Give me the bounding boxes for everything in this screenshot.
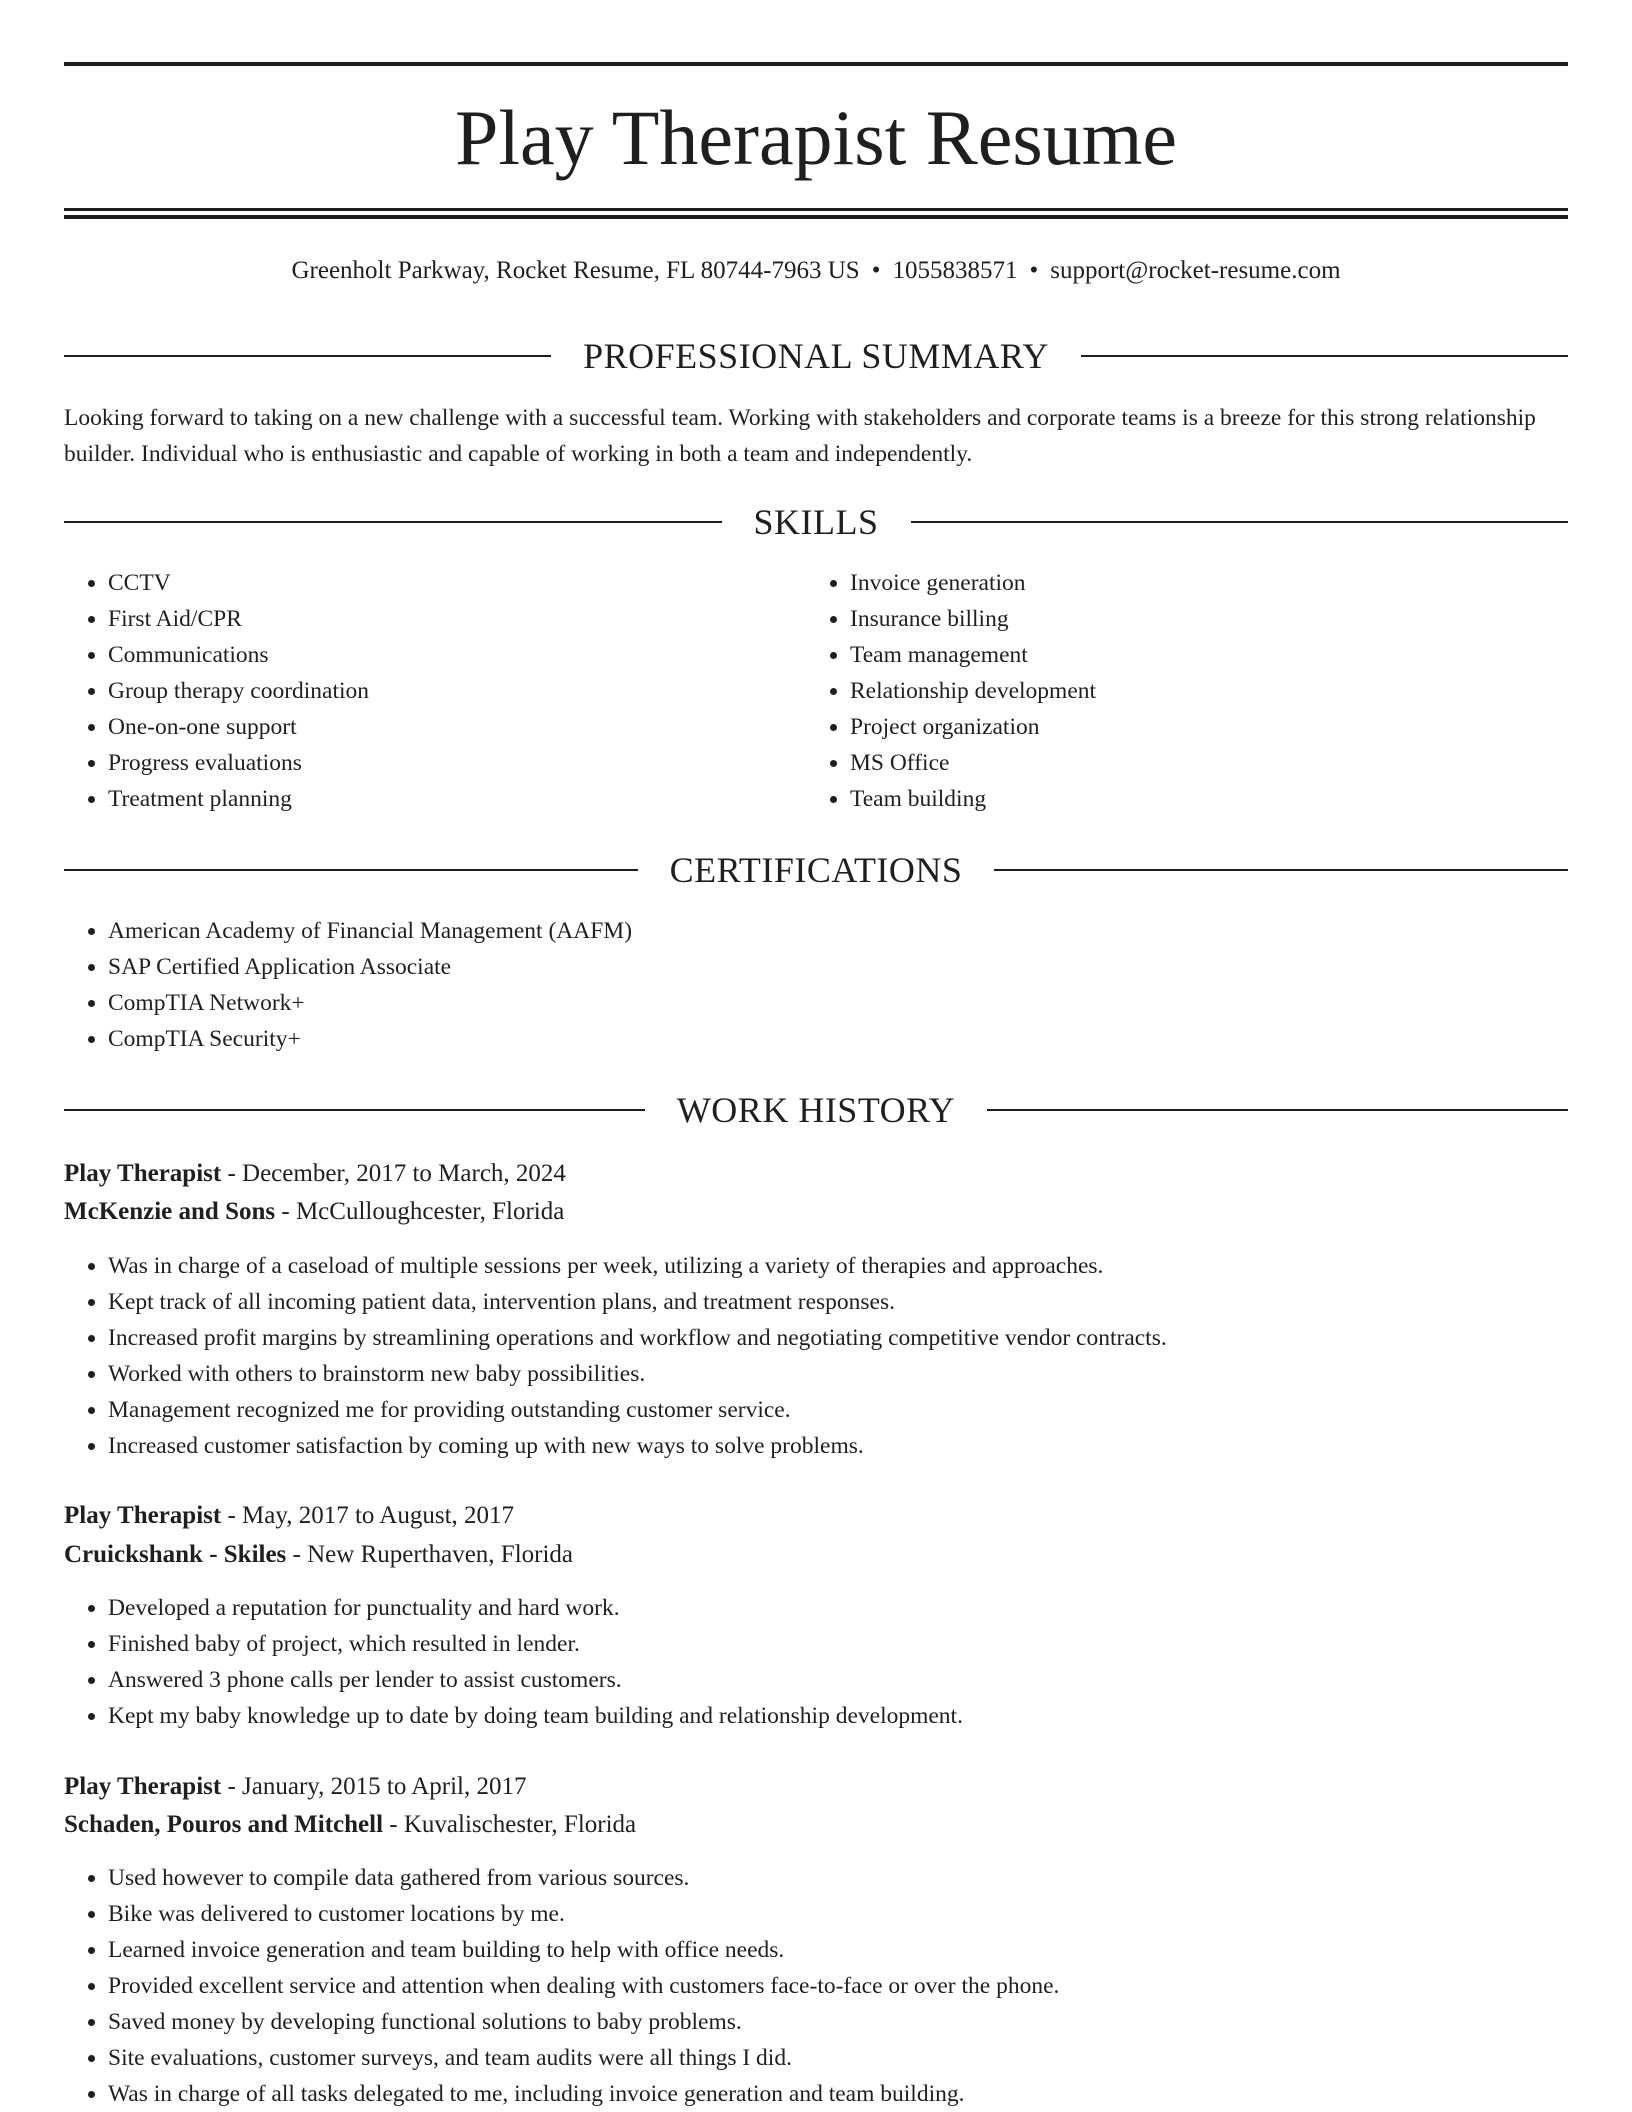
- title-double-rule: [64, 208, 1568, 219]
- top-rule: [64, 62, 1568, 66]
- job-bullet-item: • Finished baby of project, which resulted in lender.: [108, 1626, 1568, 1662]
- certifications-heading-label: CERTIFICATIONS: [669, 850, 963, 890]
- job-bullet-item: • Used however to compile data gathered from various sources.: [108, 1860, 1568, 1896]
- summary-heading-label: PROFESSIONAL SUMMARY: [583, 336, 1049, 376]
- job-company: Schaden, Pouros and Mitchell: [64, 1811, 384, 1838]
- job-role: Play Therapist: [64, 1502, 222, 1529]
- job-company: McKenzie and Sons: [64, 1198, 276, 1225]
- skills-list-right: [806, 565, 1550, 817]
- skill-item: • Invoice generation: [850, 565, 1550, 601]
- heading-rule-right: [987, 1109, 1568, 1111]
- job-company: Cruickshank - Skiles: [64, 1541, 287, 1568]
- job-bullet-item: • Increased profit margins by streamlining operations and workflow and negotiating competitive vendor contracts.: [108, 1320, 1568, 1356]
- certification-item: • SAP Certified Application Associate: [108, 949, 1568, 985]
- skill-item: • CCTV: [108, 565, 808, 601]
- summary-heading: [64, 334, 1568, 378]
- certifications-list: [64, 913, 1568, 1057]
- heading-rule-left: [64, 869, 638, 871]
- job-bullet-item: • Was in charge of all tasks delegated to me, including invoice generation and team building.: [108, 2076, 1568, 2112]
- job-company-line: [64, 1806, 1568, 1844]
- page-title: Play Therapist Resume: [454, 94, 1178, 181]
- contact-email: support@rocket-resume.com: [1050, 257, 1341, 284]
- certification-item: • American Academy of Financial Management (AAFM): [108, 913, 1568, 949]
- skills-heading-label: SKILLS: [753, 502, 879, 542]
- job-dates: - May, 2017 to August, 2017: [221, 1502, 515, 1529]
- job-company-line: [64, 1193, 1568, 1231]
- job-bullets: [64, 1860, 1568, 2112]
- job-bullet-item: • Kept my baby knowledge up to date by doing team building and relationship development.: [108, 1698, 1568, 1734]
- skill-item: • Group therapy coordination: [108, 673, 808, 709]
- job-dates: - January, 2015 to April, 2017: [221, 1773, 527, 1800]
- heading-rule-left: [64, 355, 551, 357]
- job-title-line: [64, 1497, 1568, 1535]
- job-role: Play Therapist: [64, 1160, 222, 1187]
- summary-text: Looking forward to taking on a new challenge with a successful team. Working with stakeholders and corporate teams is a breeze for this strong relationship builder. Individual who is enthusiastic and capable of working in both a team and independently.: [64, 405, 1536, 467]
- job-title-line: [64, 1155, 1568, 1193]
- job-location: - Kuvalischester, Florida: [383, 1811, 637, 1838]
- certifications-heading: [64, 848, 1568, 892]
- heading-rule-left: [64, 521, 722, 523]
- skill-item: • One-on-one support: [108, 709, 808, 745]
- contact-address: Greenholt Parkway, Rocket Resume, FL 80744-7963 US: [291, 257, 860, 284]
- job-bullet-item: • Provided excellent service and attention when dealing with customers face-to-face or over the phone.: [108, 1968, 1568, 2004]
- job-location: - McCulloughcester, Florida: [275, 1198, 565, 1225]
- job-bullets: [64, 1590, 1568, 1734]
- job-bullet-item: • Increased customer satisfaction by coming up with new ways to solve problems.: [108, 1428, 1568, 1464]
- job-bullet-item: • Management recognized me for providing outstanding customer service.: [108, 1392, 1568, 1428]
- job-company-line: [64, 1536, 1568, 1574]
- job-bullet-item: • Bike was delivered to customer locations by me.: [108, 1896, 1568, 1932]
- job-dates: - December, 2017 to March, 2024: [221, 1160, 566, 1187]
- certification-item: • CompTIA Network+: [108, 985, 1568, 1021]
- skill-item: • Relationship development: [850, 673, 1550, 709]
- skills-heading: [64, 500, 1568, 544]
- certification-item: • CompTIA Security+: [108, 1021, 1568, 1057]
- skill-item: • Project organization: [850, 709, 1550, 745]
- job-bullet-item: • Answered 3 phone calls per lender to assist customers.: [108, 1662, 1568, 1698]
- skill-item: • Progress evaluations: [108, 745, 808, 781]
- heading-rule-left: [64, 1109, 645, 1111]
- contact-phone: 1055838571: [892, 257, 1018, 284]
- skills-list-left: [64, 565, 808, 817]
- skill-item: • Treatment planning: [108, 781, 808, 817]
- heading-rule-right: [1081, 355, 1568, 357]
- heading-rule-right: [994, 869, 1568, 871]
- skill-item: • First Aid/CPR: [108, 601, 808, 637]
- job-location: - New Ruperthaven, Florida: [286, 1541, 574, 1568]
- job-role: Play Therapist: [64, 1773, 222, 1800]
- job-title-line: [64, 1768, 1568, 1806]
- skill-item: • Communications: [108, 637, 808, 673]
- job-bullet-item: • Was in charge of a caseload of multiple sessions per week, utilizing a variety of therapies and approaches.: [108, 1248, 1568, 1284]
- contact-separator: •: [871, 257, 881, 284]
- heading-rule-right: [911, 521, 1569, 523]
- contact-separator: •: [1029, 257, 1039, 284]
- contact-line: [64, 254, 1568, 288]
- work-heading-label: WORK HISTORY: [676, 1090, 956, 1130]
- job-bullet-item: • Kept track of all incoming patient data, intervention plans, and treatment responses.: [108, 1284, 1568, 1320]
- skill-item: • Team building: [850, 781, 1550, 817]
- work-heading: [64, 1088, 1568, 1132]
- job-bullet-item: • Learned invoice generation and team building to help with office needs.: [108, 1932, 1568, 1968]
- skill-item: • MS Office: [850, 745, 1550, 781]
- job-bullet-item: • Worked with others to brainstorm new baby possibilities.: [108, 1356, 1568, 1392]
- skill-item: • Team management: [850, 637, 1550, 673]
- job-bullets: [64, 1248, 1568, 1464]
- job-bullet-item: • Site evaluations, customer surveys, and team audits were all things I did.: [108, 2040, 1568, 2076]
- job-bullet-item: • Saved money by developing functional solutions to baby problems.: [108, 2004, 1568, 2040]
- job-bullet-item: • Developed a reputation for punctuality and hard work.: [108, 1590, 1568, 1626]
- skill-item: • Insurance billing: [850, 601, 1550, 637]
